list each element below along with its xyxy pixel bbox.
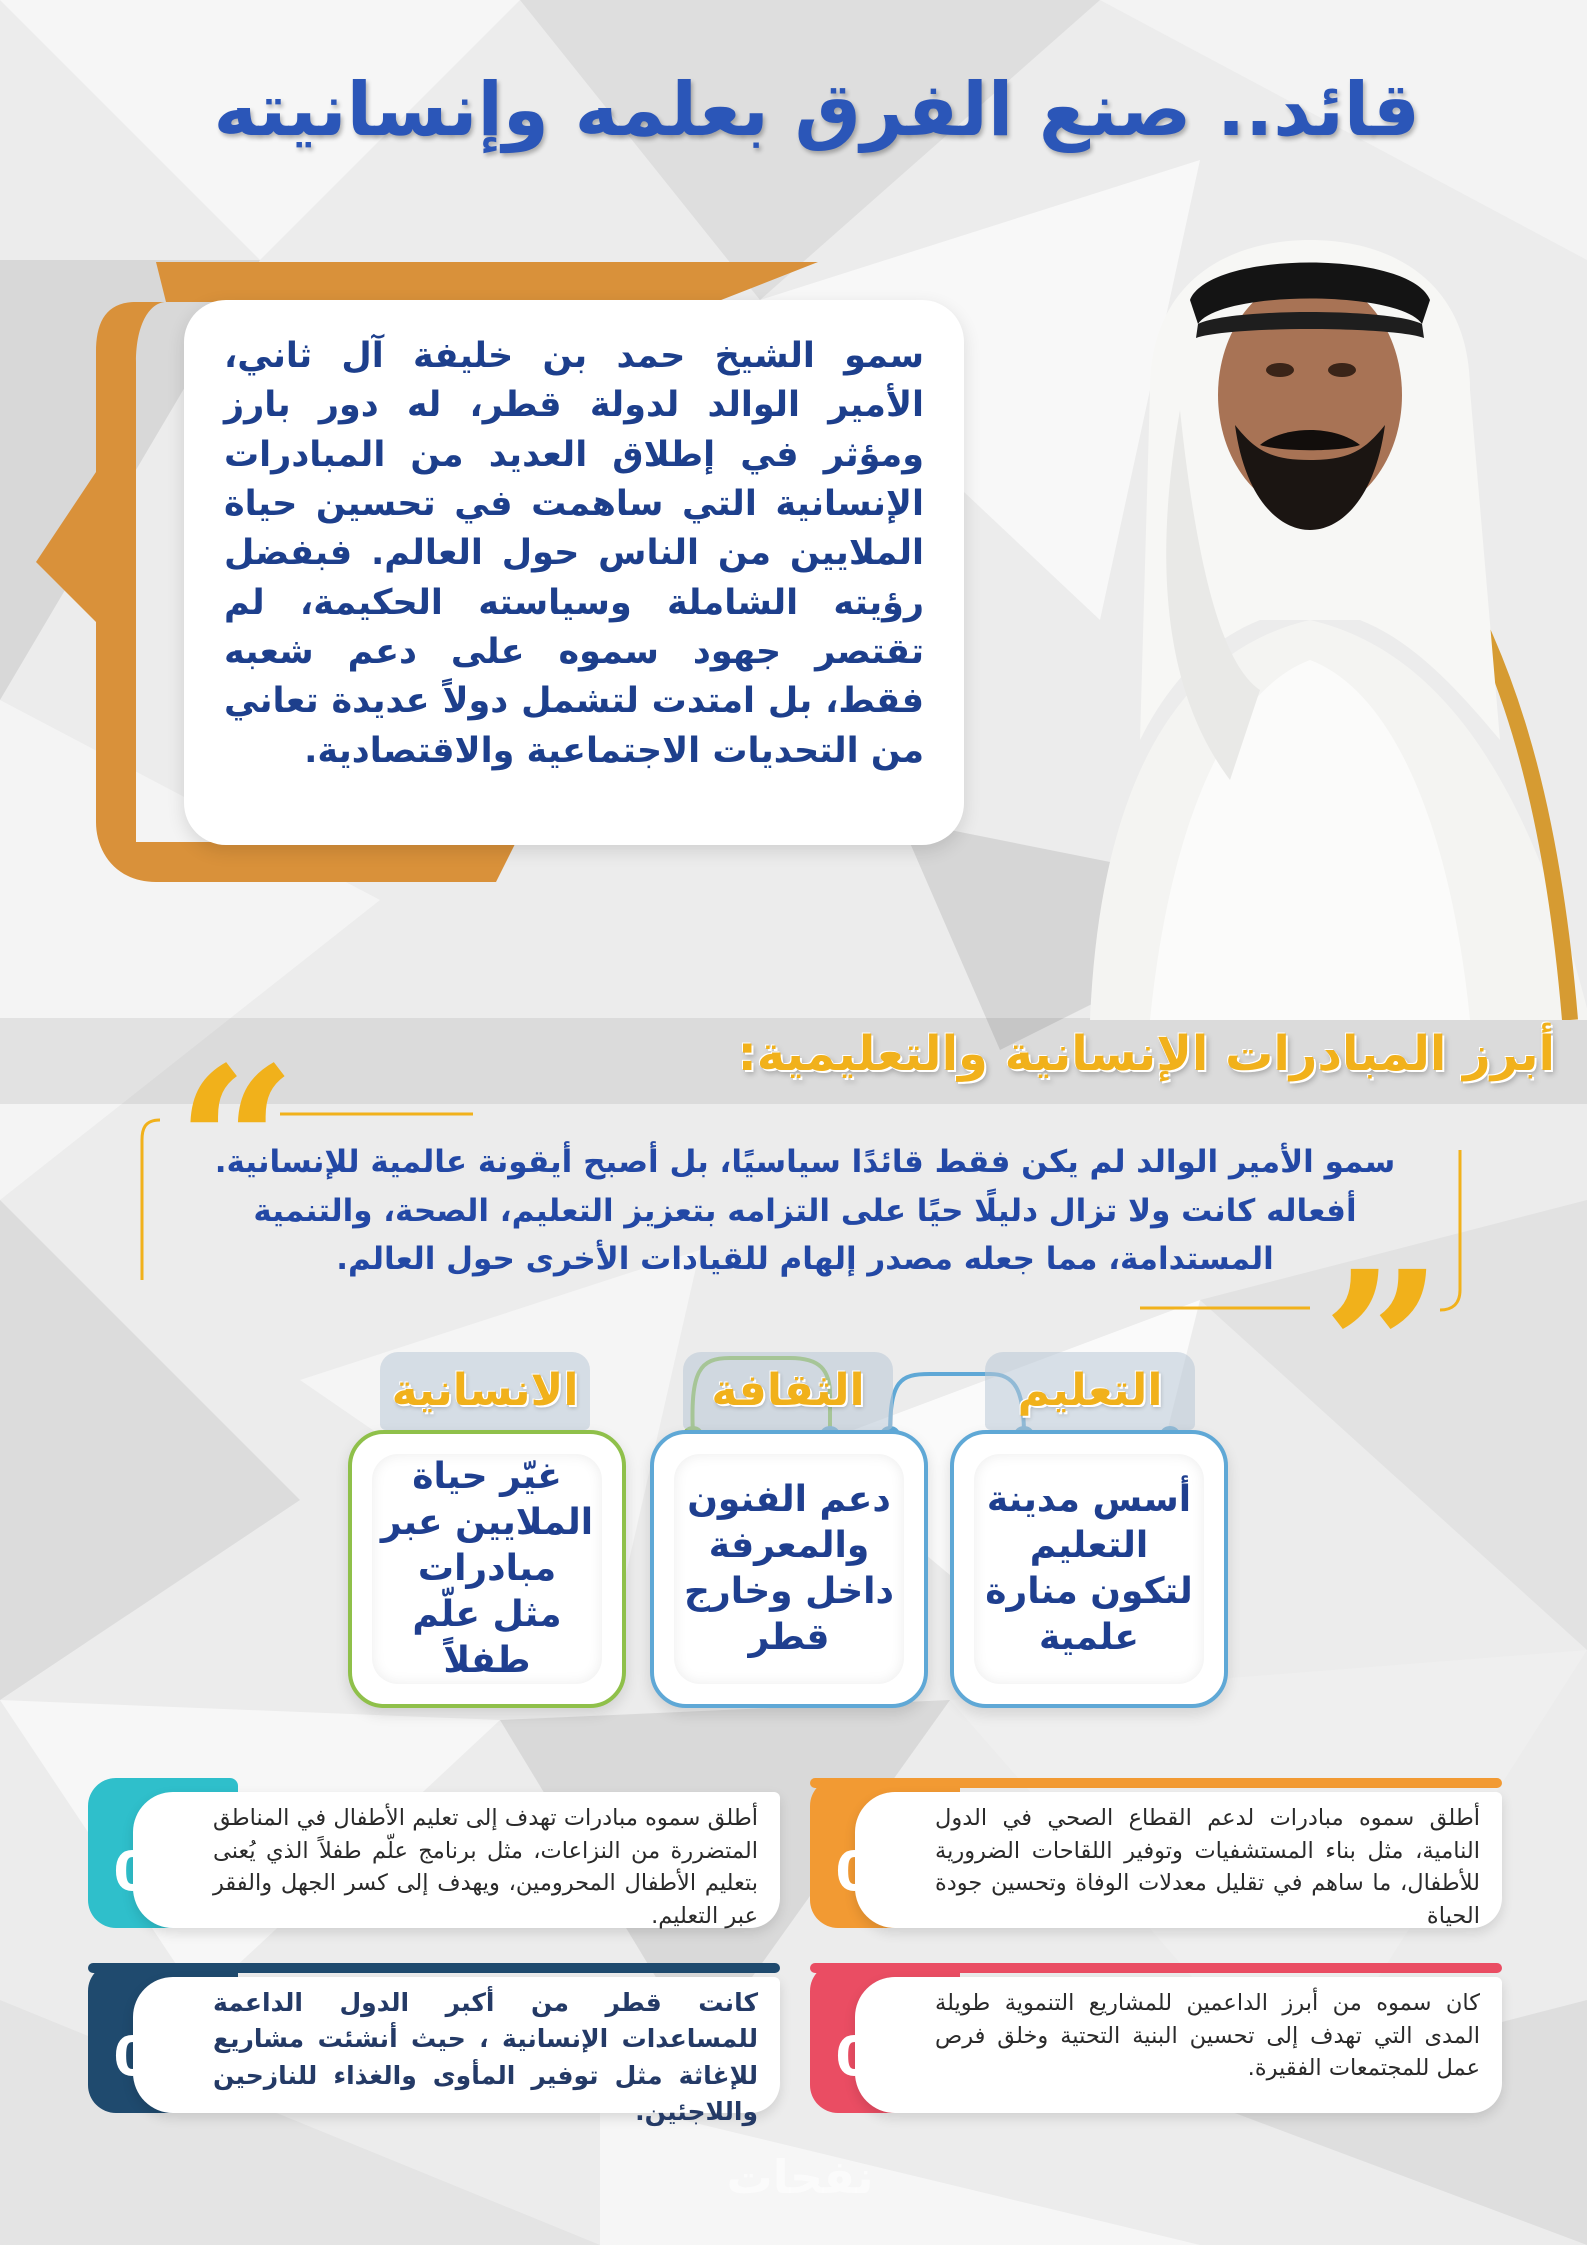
intro-card [184,300,964,845]
pillar-text-humanity: غيّر حياة الملايين عبر مبادرات مثل علّم طفلاً [380,1455,594,1682]
pillar-card-culture [650,1430,928,1708]
pillar-title-culture: الثقافة [683,1352,893,1430]
quote-line: سمو الأمير الوالد لم يكن فقط قائدًا سياسيًا، بل أصبح أيقونة عالمية للإنسانية. [214,1144,1396,1180]
pillar-title-education: التعليم [985,1352,1195,1430]
section-heading: أبرز المبادرات الإنسانية والتعليمية: [737,1026,1555,1082]
initiative-number: 01 [113,1840,189,1903]
intro-paragraph: سمو الشيخ حمد بن خليفة آل ثاني، الأمير الوالد لدولة قطر، له دور بارز ومؤثر في إطلاق العديد من المبادرات الإنسانية التي ساهمت في تحسين حياة الملايين من الناس حول العالم. فبفضل رؤيته الشاملة وسياسته الحكيمة، لم تقتصر جهود سموه على دعم شعبه فقط، بل امتدت لتشمل دولاً عديدة تعاني من التحديات الاجتماعية والاقتصادية. [224,336,924,771]
quote-line: المستدامة، مما جعله مصدر إلهام للقيادات الأخرى حول العالم. [336,1241,1274,1278]
initiative-number: 04 [835,2025,911,2088]
initiative-number: 02 [113,2025,189,2088]
watermark: نفحات [726,2150,874,2204]
quote-open-icon: “ [176,1021,297,1268]
pillar-card-education [950,1430,1228,1708]
pillar-text-education: أسس مدينة التعليم لتكون منارة علمية [985,1478,1193,1659]
initiative-number: 03 [835,1840,911,1903]
initiative-card-02 [88,1963,780,2126]
pillar-text-culture: دعم الفنون والمعرفة داخل وخارج قطر [684,1478,894,1659]
quote-text [180,1138,1430,1284]
quote-close-icon: ” [1322,1225,1443,1472]
initiative-text: أطلق سموه مبادرات لدعم القطاع الصحي في الدول النامية، مثل بناء المستشفيات وتوفير اللقاحات الضرورية للأطفال، ما ساهم في تقليل معدلات الوفاة وتحسين جودة الحياة [935,1805,1480,1929]
pillar-card-humanity [348,1430,626,1708]
initiative-text: كانت قطر من أكبر الدول الداعمة للمساعدات الإنسانية ، حيث أنشئت مشاريع للإغاثة مثل توفير المأوى والغذاء للنازحين واللاجئين. [213,1988,758,2126]
page-title: قائد.. صنع الفرق بعلمه وإنسانيته [213,67,1420,153]
initiative-text: كان سموه من أبرز الداعمين للمشاريع التنموية طويلة المدى التي تهدف إلى تحسين البنية التحتية وخلق فرص عمل للمجتمعات الفقيرة. [935,1990,1480,2082]
quote-line: أفعاله كانت ولا تزال دليلًا حيًا على التزامه بتعزيز التعليم، الصحة، والتنمية [253,1192,1357,1229]
initiative-card-01 [88,1778,780,1928]
pillar-title-humanity: الانسانية [380,1352,590,1430]
initiative-text: أطلق سموه مبادرات تهدف إلى تعليم الأطفال في المناطق المتضررة من النزاعات، مثل برنامج علّم طفلاً الذي يُعنى بتعليم الأطفال المحرومين، ويهدف إلى كسر الجهل والفقر عبر التعليم. [213,1805,758,1929]
initiative-card-04 [810,1963,1502,2113]
portrait-image [1030,220,1587,1020]
initiative-card-03 [810,1778,1502,1928]
